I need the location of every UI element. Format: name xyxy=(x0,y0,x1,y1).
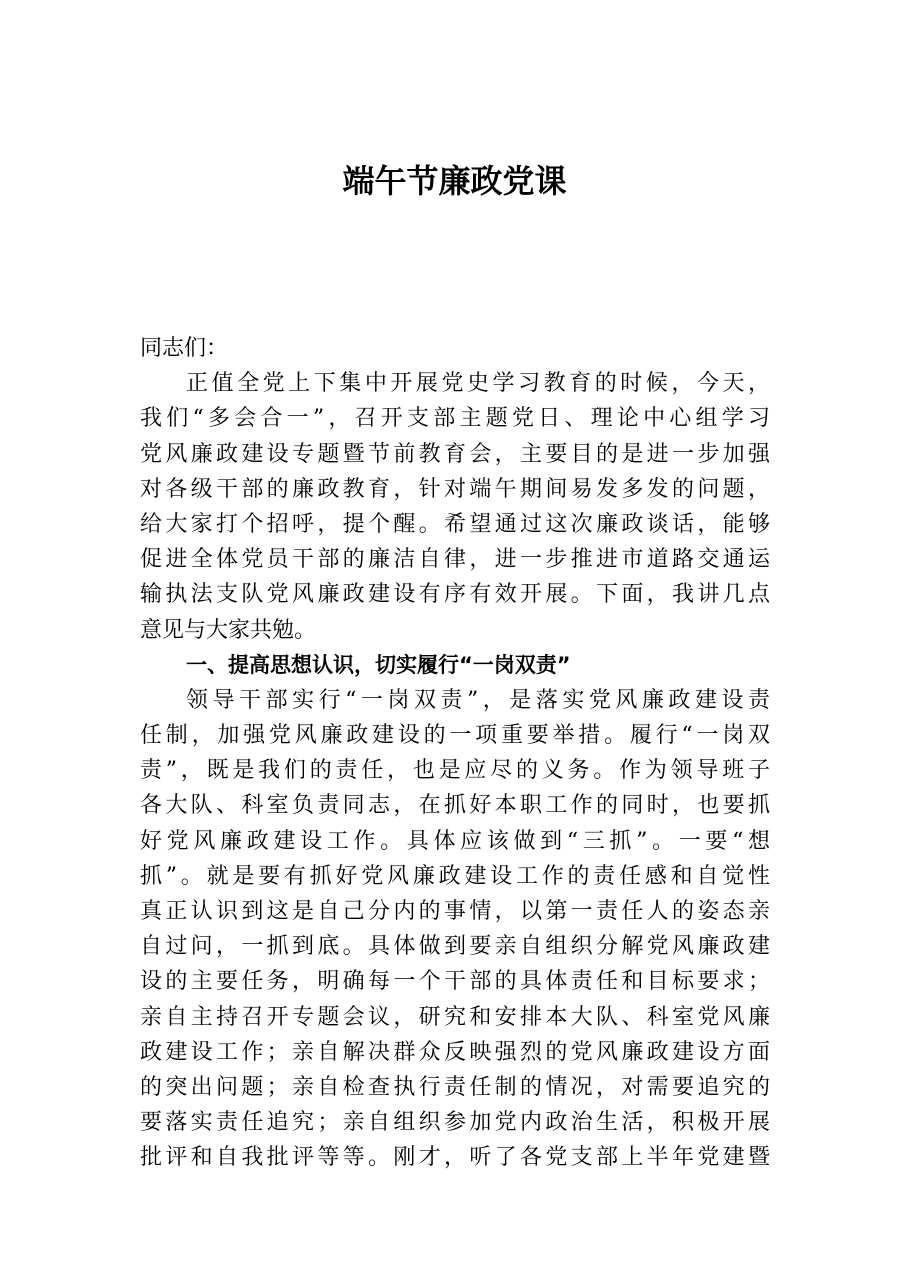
paragraph-line: 任制，加强党风廉政建设的一项重要举措。履行“一岗双 xyxy=(140,723,770,749)
document-body xyxy=(140,331,770,1176)
paragraph-line: 政建设工作；亲自解决群众反映强烈的党风廉政建设方面 xyxy=(140,1039,770,1065)
paragraph-line: 对各级干部的廉政教育，针对端午期间易发多发的问题， xyxy=(140,476,770,502)
paragraph-line: 的突出问题；亲自检查执行责任制的情况，对需要追究的 xyxy=(140,1074,770,1100)
paragraph-line: 设的主要任务，明确每一个干部的具体责任和目标要求； xyxy=(140,969,770,995)
paragraph-line: 好党风廉政建设工作。具体应该做到“三抓”。一要“想 xyxy=(140,828,770,854)
paragraph-line: 党风廉政建设专题暨节前教育会，主要目的是进一步加强 xyxy=(140,441,770,467)
paragraph-line: 意见与大家共勉。 xyxy=(140,617,317,643)
paragraph-line: 我们“多会合一”，召开支部主题党日、理论中心组学习 xyxy=(140,406,770,432)
paragraph-line: 批评和自我批评等等。刚才，听了各党支部上半年党建暨 xyxy=(140,1145,770,1171)
paragraph-line: 各大队、科室负责同志，在抓好本职工作的同时，也要抓 xyxy=(140,793,770,819)
paragraph-line: 给大家打个招呼，提个醒。希望通过这次廉政谈话，能够 xyxy=(140,511,770,537)
paragraph-line: 领导干部实行“一岗双责”，是落实党风廉政建设责 xyxy=(186,687,770,713)
paragraph-line: 责”，既是我们的责任，也是应尽的义务。作为领导班子 xyxy=(140,758,770,784)
paragraph-line: 输执法支队党风廉政建设有序有效开展。下面，我讲几点 xyxy=(140,582,770,608)
paragraph-line: 亲自主持召开专题会议，研究和安排本大队、科室党风廉 xyxy=(140,1004,770,1030)
paragraph-line: 促进全体党员干部的廉洁自律，进一步推进市道路交通运 xyxy=(140,547,770,573)
section-heading: 一、提高思想认识，切实履行“一岗双责” xyxy=(186,652,571,677)
paragraph-line: 自过问，一抓到底。具体做到要亲自组织分解党风廉政建 xyxy=(140,934,770,960)
paragraph-line: 真正认识到这是自己分内的事情，以第一责任人的姿态亲 xyxy=(140,899,770,924)
salutation: 同志们： xyxy=(140,336,229,361)
paragraph-line: 抓”。就是要有抓好党风廉政建设工作的责任感和自觉性 xyxy=(140,863,770,889)
paragraph-line: 要落实责任追究；亲自组织参加党内政治生活，积极开展 xyxy=(140,1110,770,1136)
paragraph-line: 正值全党上下集中开展党史学习教育的时候，今天， xyxy=(186,371,770,397)
document-title: 端午节廉政党课 xyxy=(342,162,567,200)
